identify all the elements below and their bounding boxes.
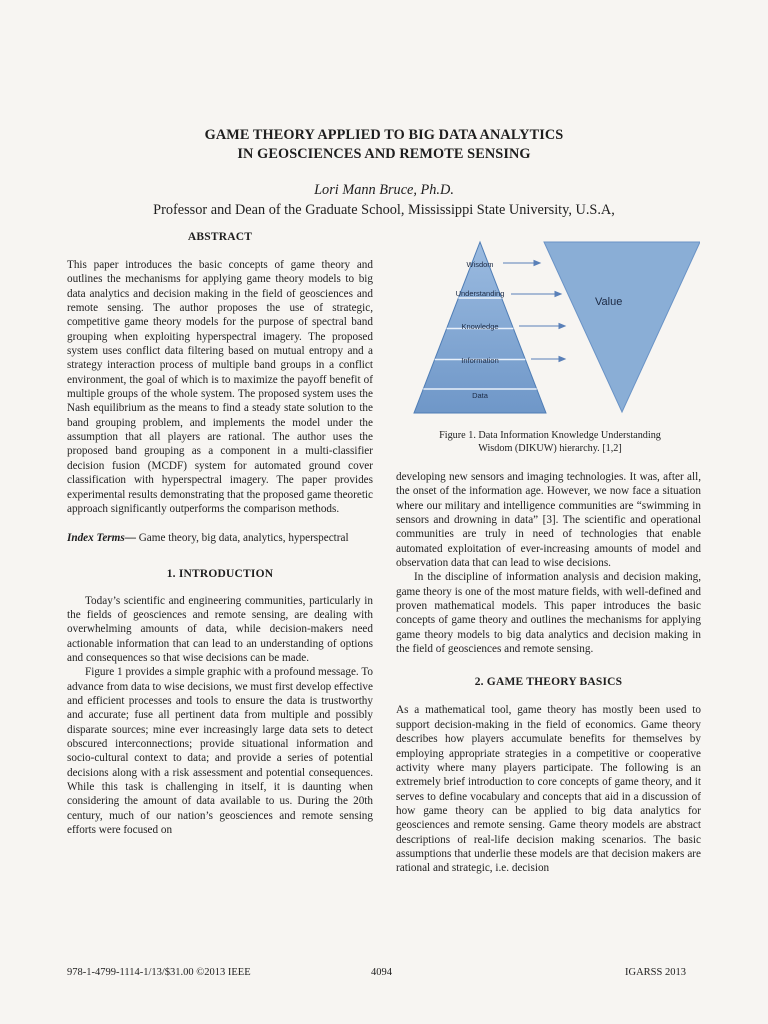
figure-caption — [400, 429, 700, 455]
paper-title — [0, 126, 768, 164]
abstract-text: This paper introduces the basic concepts of game theory and outlines the mechanisms for applying game theory models to big data analytics and decision making in the field of geosciences and remote sensing. The author proposes the use of strategic, competitive game theory models for the purpose of spectral band grouping when exploiting hyperspectral imagery. The proposed system uses conflict data filtering based on mutual entropy and a strategy interaction process of multiple band groups in a conflict environment, the goal of which is to maximize the payoff benefit of multiple groups of the whole system. The proposed system uses the Nash equilibrium as the means to find a steady state solution to the band grouping problem, and implements the model under the assumption that all players are rational. The author uses the proposed band grouping as a component in a multi-classifier decision fusion (MCDF) system for automated ground cover classification with hyperspectral imagery. The paper provides experimental results demonstrating that the proposed game theoretic approach significantly outperforms the comparison methods. — [67, 259, 374, 515]
author-name: Lori Mann Bruce, Ph.D. — [314, 182, 454, 198]
index-terms-text: Game theory, big data, analytics, hyperspectral — [135, 532, 349, 545]
arrow-understanding-head — [555, 292, 561, 297]
value-triangle — [544, 242, 700, 412]
level-knowledge: Knowledge — [461, 322, 499, 331]
footer-page-number: 4094 — [371, 967, 392, 978]
dikuw-diagram — [400, 236, 700, 416]
right-column — [396, 470, 701, 876]
title-line-2: IN GEOSCIENCES AND REMOTE SENSING — [237, 146, 531, 162]
level-data: Data — [472, 391, 488, 400]
abstract-heading: ABSTRACT — [187, 231, 253, 243]
footer-isbn: 978-1-4799-1114-1/13/$31.00 ©2013 IEEE — [67, 967, 251, 978]
author-affiliation: Professor and Dean of the Graduate School, Mississippi State University, U.S.A, — [153, 202, 615, 218]
caption-line-1: Figure 1. Data Information Knowledge Understanding — [439, 430, 661, 441]
value-label: Value — [595, 296, 623, 308]
arrow-information-head — [559, 357, 565, 362]
right-paragraph-1: developing new sensors and imaging technologies. It was, after all, the onset of the information age. However, we now face a situation where our military and intelligence communities are “swimming in sensors and drowning in data” [3]. The scientific and operational communities are truly in need of technologies that enable automated exploitation of ever-increasing amounts of model and observation data that can lead to wise decisions. — [396, 471, 701, 570]
title-line-1: GAME THEORY APPLIED TO BIG DATA ANALYTICS — [204, 127, 564, 143]
introduction-heading: 1. INTRODUCTION — [166, 567, 274, 580]
right-paragraph-2: In the discipline of information analysis and decision making, game theory is one of the most mature fields, with well-defined and proven mathematical models. This paper introduces the basic concepts of game theory and outlines the mechanisms for applying game theory models to big data analytics and decision making in the field of geosciences and remote sensing. — [396, 571, 701, 656]
intro-paragraph-1: Today’s scientific and engineering communities, particularly in the fields of geosciences and remote sensing, are dealing with overwhelming amounts of data, while decision-makers need actionable information that can lead to an understanding of options and consequences so that wise decisions can be made. — [67, 594, 373, 664]
game-theory-heading: 2. GAME THEORY BASICS — [474, 676, 623, 689]
game-theory-paragraph-1: As a mathematical tool, game theory has mostly been used to support decision-making in the field of economics. Game theory describes how players accumulate benefits for themselves by employing appropriate strategies in a competitive or cooperative activity where many players participate. The following is an extremely brief introduction to core concepts of game theory, and it serves to define vocabulary and concepts that aid in a discussion of how game theory can be applied to big data analytics for geosciences and remote sensing. Game theory models are abstract descriptions of real-life decision making scenarios. The basic assumptions that underlie these models are that decision makers are rational and strategic, i.e. decision — [396, 704, 701, 875]
footer-venue: IGARSS 2013 — [625, 967, 686, 978]
figure-dikuw — [400, 236, 700, 416]
arrow-knowledge-head — [559, 324, 565, 329]
left-column — [67, 231, 373, 837]
level-information: Information — [461, 356, 499, 365]
arrow-wisdom-head — [534, 261, 540, 266]
level-wisdom: Wisdom — [466, 260, 494, 269]
intro-paragraph-2: Figure 1 provides a simple graphic with a profound message. To advance from data to wise decisions, we must first develop effective and efficient processes and tools to ensure the data is trustworthy and accurate; fuse all pertinent data from multiple and possibly disparate sources; mine ever increasingly large data sets to detect obscured interconnections; provide situational information and socio-cultural context to data; and provide a series of potential decisions along with a risk assessment and potential consequences. While this task is challenging in itself, it is daunting when considering the amount of data available to us. During the 20th century, much of our nation’s geosciences and remote sensing efforts were focused on — [67, 666, 373, 837]
index-terms-label: Index Terms — [67, 532, 125, 545]
caption-line-2: Wisdom (DIKUW) hierarchy. [1,2] — [478, 443, 622, 454]
index-terms-dash: — — [124, 532, 136, 545]
index-terms — [67, 531, 373, 545]
level-understanding: Understanding — [455, 289, 505, 298]
